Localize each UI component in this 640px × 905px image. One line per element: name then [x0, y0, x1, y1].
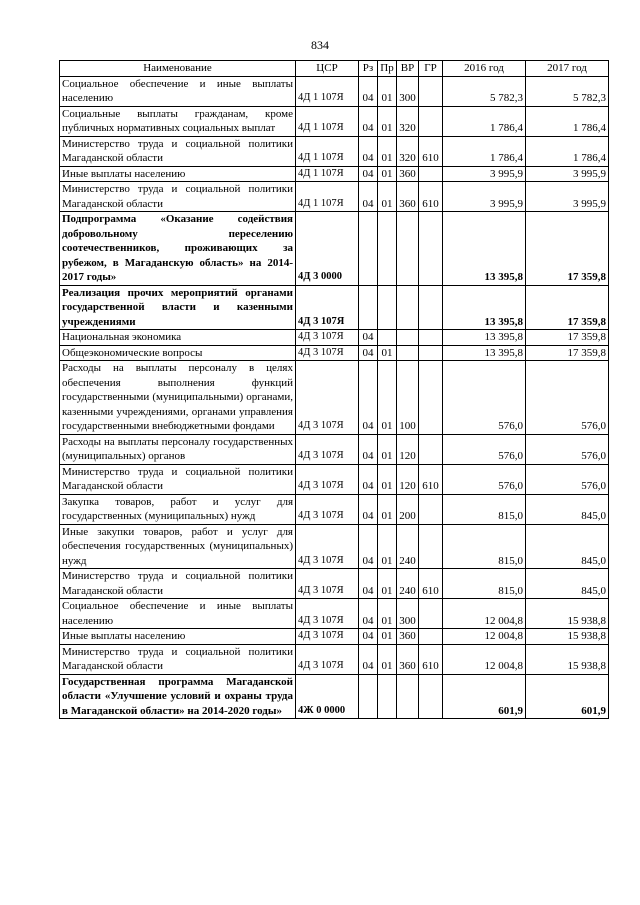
table-row: [60, 494, 609, 524]
cell-csr: 4Д 1 107Я: [296, 76, 359, 106]
table-row: [60, 599, 609, 629]
cell-rz: 04: [359, 494, 378, 524]
cell-vr: 100: [397, 361, 419, 435]
cell-pr: [378, 674, 397, 719]
cell-vr: 240: [397, 569, 419, 599]
cell-gr: [419, 629, 443, 645]
cell-2017: 15 938,8: [526, 644, 609, 674]
cell-2017: 17 359,8: [526, 345, 609, 361]
cell-pr: 01: [378, 644, 397, 674]
header-2017: 2017 год: [526, 61, 609, 77]
cell-csr: 4Ж 0 0000: [296, 674, 359, 719]
cell-pr: [378, 285, 397, 330]
cell-2016: 3 995,9: [443, 182, 526, 212]
table-row: [60, 136, 609, 166]
cell-2016: 12 004,8: [443, 599, 526, 629]
cell-name: Государственная программа Магаданской области «Улучшение условий и охраны труда в Магаданской области» на 2014-2020 годы»: [60, 674, 296, 719]
cell-rz: [359, 674, 378, 719]
cell-pr: 01: [378, 524, 397, 569]
cell-csr: 4Д 3 107Я: [296, 494, 359, 524]
cell-2016: 3 995,9: [443, 166, 526, 182]
cell-csr: 4Д 3 107Я: [296, 345, 359, 361]
cell-vr: 320: [397, 106, 419, 136]
cell-rz: [359, 212, 378, 286]
cell-rz: 04: [359, 569, 378, 599]
cell-2016: 13 395,8: [443, 345, 526, 361]
cell-name: Общеэкономические вопросы: [60, 345, 296, 361]
cell-2016: 1 786,4: [443, 136, 526, 166]
cell-csr: 4Д 3 0000: [296, 212, 359, 286]
cell-name: Социальное обеспечение и иные выплаты населению: [60, 76, 296, 106]
cell-gr: 610: [419, 644, 443, 674]
cell-gr: [419, 361, 443, 435]
table-row: [60, 76, 609, 106]
cell-gr: [419, 599, 443, 629]
cell-rz: 04: [359, 136, 378, 166]
cell-gr: [419, 434, 443, 464]
cell-rz: 04: [359, 629, 378, 645]
cell-gr: [419, 524, 443, 569]
cell-pr: 01: [378, 182, 397, 212]
cell-2017: 845,0: [526, 569, 609, 599]
cell-pr: 01: [378, 569, 397, 599]
cell-2016: 576,0: [443, 434, 526, 464]
table-row: [60, 182, 609, 212]
cell-2017: 3 995,9: [526, 166, 609, 182]
cell-name: Национальная экономика: [60, 330, 296, 346]
cell-csr: 4Д 1 107Я: [296, 166, 359, 182]
header-row: [60, 61, 609, 77]
cell-2017: 5 782,3: [526, 76, 609, 106]
cell-rz: 04: [359, 106, 378, 136]
cell-name: Социальное обеспечение и иные выплаты населению: [60, 599, 296, 629]
cell-vr: 300: [397, 599, 419, 629]
cell-2016: 815,0: [443, 524, 526, 569]
page-number: 834: [311, 38, 329, 52]
cell-2016: 12 004,8: [443, 644, 526, 674]
header-name: Наименование: [60, 61, 296, 77]
cell-gr: [419, 285, 443, 330]
cell-2017: 17 359,8: [526, 330, 609, 346]
cell-csr: 4Д 3 107Я: [296, 644, 359, 674]
cell-pr: 01: [378, 136, 397, 166]
cell-2017: 17 359,8: [526, 212, 609, 286]
cell-pr: 01: [378, 166, 397, 182]
cell-2016: 815,0: [443, 569, 526, 599]
cell-rz: 04: [359, 330, 378, 346]
cell-gr: 610: [419, 464, 443, 494]
cell-pr: 01: [378, 345, 397, 361]
cell-csr: 4Д 3 107Я: [296, 599, 359, 629]
cell-name: Социальные выплаты гражданам, кроме публичных нормативных социальных выплат: [60, 106, 296, 136]
cell-csr: 4Д 3 107Я: [296, 524, 359, 569]
header-rz: Рз: [359, 61, 378, 77]
budget-table: [59, 60, 609, 719]
cell-csr: 4Д 3 107Я: [296, 285, 359, 330]
cell-gr: [419, 494, 443, 524]
cell-vr: 200: [397, 494, 419, 524]
cell-rz: 04: [359, 182, 378, 212]
cell-2017: 1 786,4: [526, 106, 609, 136]
cell-pr: [378, 330, 397, 346]
cell-name: Министерство труда и социальной политики Магаданской области: [60, 464, 296, 494]
cell-vr: 360: [397, 182, 419, 212]
cell-csr: 4Д 3 107Я: [296, 361, 359, 435]
cell-rz: 04: [359, 464, 378, 494]
cell-gr: [419, 106, 443, 136]
cell-rz: 04: [359, 345, 378, 361]
table-row: [60, 569, 609, 599]
cell-name: Подпрограмма «Оказание содействия добровольному переселению соотечественников, проживающих за рубежом, в Магаданскую область» на 2014-2017 годы»: [60, 212, 296, 286]
cell-pr: [378, 212, 397, 286]
cell-2016: 13 395,8: [443, 212, 526, 286]
cell-pr: 01: [378, 361, 397, 435]
cell-name: Министерство труда и социальной политики Магаданской области: [60, 182, 296, 212]
cell-2016: 5 782,3: [443, 76, 526, 106]
cell-rz: 04: [359, 599, 378, 629]
cell-rz: 04: [359, 434, 378, 464]
cell-vr: 360: [397, 629, 419, 645]
cell-2017: 17 359,8: [526, 285, 609, 330]
cell-2016: 576,0: [443, 464, 526, 494]
cell-2017: 845,0: [526, 494, 609, 524]
cell-2016: 1 786,4: [443, 106, 526, 136]
table-row: [60, 524, 609, 569]
cell-pr: 01: [378, 106, 397, 136]
cell-gr: [419, 166, 443, 182]
cell-pr: 01: [378, 464, 397, 494]
cell-gr: [419, 330, 443, 346]
cell-csr: 4Д 3 107Я: [296, 629, 359, 645]
cell-csr: 4Д 1 107Я: [296, 106, 359, 136]
cell-name: Расходы на выплаты персоналу в целях обеспечения выполнения функций государственными (муниципальными) органами, казенными учреждениями, органами управления государственными внебюджетными фондами: [60, 361, 296, 435]
cell-vr: 360: [397, 644, 419, 674]
table-row: [60, 361, 609, 435]
cell-2017: 1 786,4: [526, 136, 609, 166]
table-row: [60, 212, 609, 286]
cell-name: Реализация прочих мероприятий органами государственной власти и казенными учреждениями: [60, 285, 296, 330]
cell-2016: 815,0: [443, 494, 526, 524]
cell-vr: 360: [397, 166, 419, 182]
table-row: [60, 106, 609, 136]
cell-2017: 845,0: [526, 524, 609, 569]
cell-rz: 04: [359, 76, 378, 106]
header-pr: Пр: [378, 61, 397, 77]
cell-2016: 601,9: [443, 674, 526, 719]
cell-gr: [419, 212, 443, 286]
cell-pr: 01: [378, 434, 397, 464]
cell-2017: 576,0: [526, 361, 609, 435]
cell-rz: [359, 285, 378, 330]
cell-2017: 576,0: [526, 464, 609, 494]
cell-csr: 4Д 3 107Я: [296, 330, 359, 346]
cell-csr: 4Д 1 107Я: [296, 136, 359, 166]
table-row: [60, 434, 609, 464]
cell-name: Закупка товаров, работ и услуг для государственных (муниципальных) нужд: [60, 494, 296, 524]
cell-2016: 13 395,8: [443, 330, 526, 346]
table-row: [60, 674, 609, 719]
table-row: [60, 330, 609, 346]
cell-2017: 15 938,8: [526, 629, 609, 645]
cell-2017: 3 995,9: [526, 182, 609, 212]
header-gr: ГР: [419, 61, 443, 77]
header-2016: 2016 год: [443, 61, 526, 77]
header-csr: ЦСР: [296, 61, 359, 77]
cell-vr: 300: [397, 76, 419, 106]
cell-2016: 12 004,8: [443, 629, 526, 645]
cell-vr: [397, 212, 419, 286]
cell-gr: 610: [419, 182, 443, 212]
table-row: [60, 644, 609, 674]
cell-csr: 4Д 3 107Я: [296, 434, 359, 464]
cell-pr: 01: [378, 494, 397, 524]
cell-rz: 04: [359, 524, 378, 569]
cell-2017: 15 938,8: [526, 599, 609, 629]
cell-rz: 04: [359, 166, 378, 182]
cell-name: Расходы на выплаты персоналу государственных (муниципальных) органов: [60, 434, 296, 464]
cell-2017: 601,9: [526, 674, 609, 719]
cell-2016: 13 395,8: [443, 285, 526, 330]
cell-name: Иные закупки товаров, работ и услуг для обеспечения государственных (муниципальных) нужд: [60, 524, 296, 569]
cell-vr: [397, 345, 419, 361]
cell-gr: 610: [419, 569, 443, 599]
cell-2016: 576,0: [443, 361, 526, 435]
cell-csr: 4Д 1 107Я: [296, 182, 359, 212]
cell-vr: [397, 285, 419, 330]
cell-gr: [419, 674, 443, 719]
cell-gr: [419, 76, 443, 106]
table-row: [60, 285, 609, 330]
table-row: [60, 166, 609, 182]
table-row: [60, 629, 609, 645]
cell-csr: 4Д 3 107Я: [296, 464, 359, 494]
cell-vr: 120: [397, 434, 419, 464]
cell-vr: 320: [397, 136, 419, 166]
cell-gr: 610: [419, 136, 443, 166]
cell-vr: [397, 674, 419, 719]
cell-name: Иные выплаты населению: [60, 629, 296, 645]
cell-vr: 120: [397, 464, 419, 494]
cell-pr: 01: [378, 599, 397, 629]
cell-name: Министерство труда и социальной политики Магаданской области: [60, 136, 296, 166]
cell-pr: 01: [378, 629, 397, 645]
table-row: [60, 464, 609, 494]
cell-name: Иные выплаты населению: [60, 166, 296, 182]
cell-name: Министерство труда и социальной политики Магаданской области: [60, 644, 296, 674]
cell-csr: 4Д 3 107Я: [296, 569, 359, 599]
cell-gr: [419, 345, 443, 361]
cell-rz: 04: [359, 361, 378, 435]
cell-vr: [397, 330, 419, 346]
cell-name: Министерство труда и социальной политики Магаданской области: [60, 569, 296, 599]
cell-vr: 240: [397, 524, 419, 569]
cell-rz: 04: [359, 644, 378, 674]
cell-pr: 01: [378, 76, 397, 106]
cell-2017: 576,0: [526, 434, 609, 464]
table-row: [60, 345, 609, 361]
header-vr: ВР: [397, 61, 419, 77]
